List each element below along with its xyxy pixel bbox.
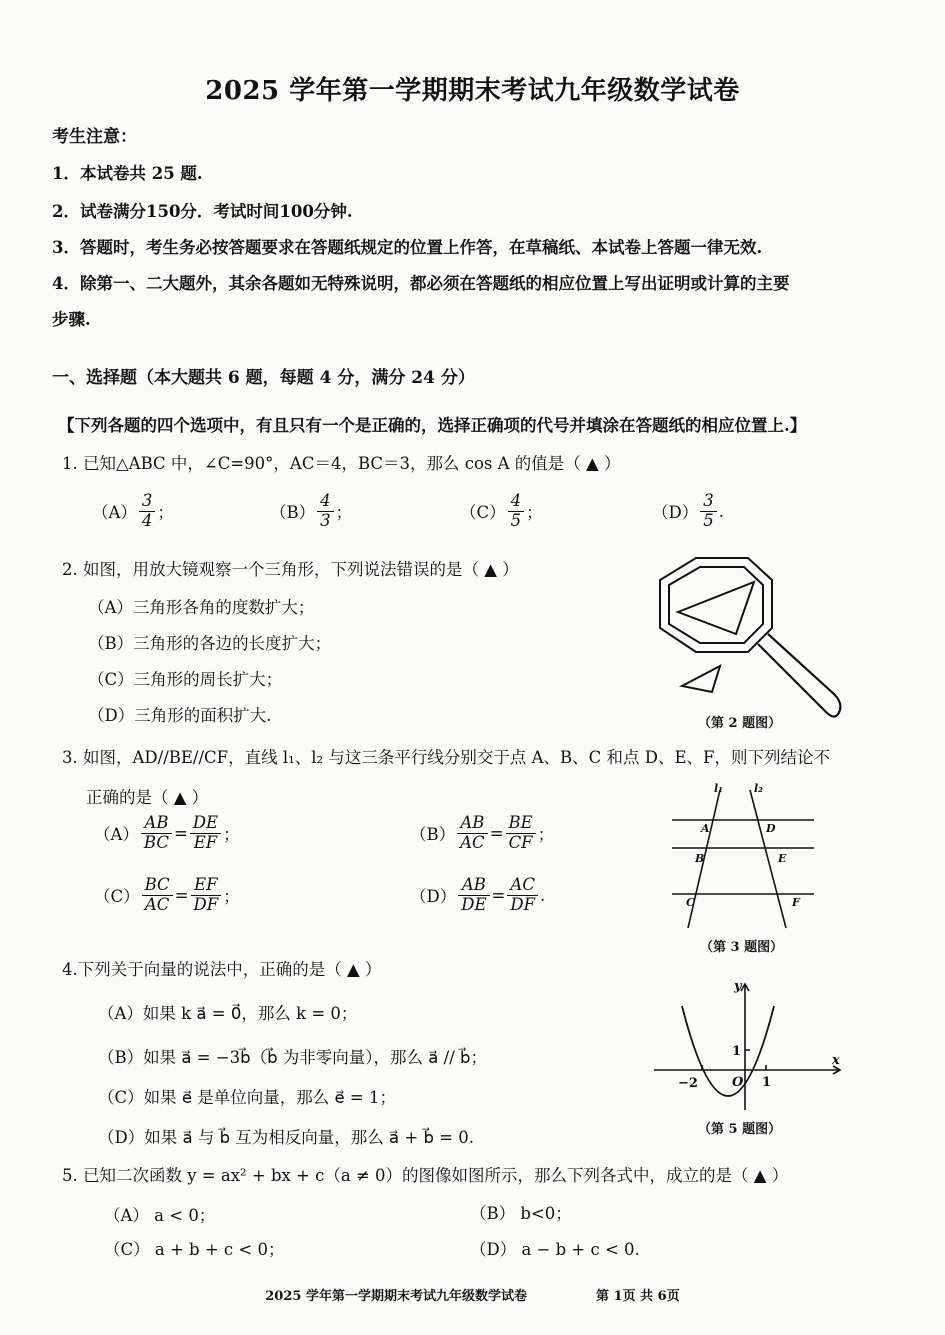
notice-item: 步骤. bbox=[52, 310, 91, 329]
option-label: （B） bbox=[410, 825, 456, 845]
label-d: D bbox=[766, 822, 776, 835]
q4-option-b: （B）如果 a⃗ = −3b⃗（b⃗ 为非零向量），那么 a⃗ // b⃗； bbox=[98, 1048, 487, 1067]
option-end: ； bbox=[157, 503, 174, 523]
q3-option-a: （A） $\frac{AB}{BC}$ = $\frac{DE}{EF}$ ； bbox=[94, 813, 240, 852]
x-tick-label-1: 1 bbox=[762, 1075, 772, 1090]
q5-option-d: （D） a − b + c < 0. bbox=[470, 1240, 640, 1259]
option-label: （D） bbox=[410, 887, 457, 907]
page-title: 2025 学年第一学期期末考试九年级数学试卷 bbox=[205, 76, 740, 106]
option-label: （C） bbox=[460, 503, 506, 523]
denominator: DE bbox=[461, 894, 487, 914]
option-end: ； bbox=[537, 825, 555, 845]
option-label: （A） bbox=[92, 503, 137, 523]
numerator: BC bbox=[142, 876, 173, 896]
denominator: 3 bbox=[320, 510, 331, 530]
numerator: 3 bbox=[139, 492, 156, 512]
q2-option-a: （A）三角形各角的度数扩大； bbox=[88, 598, 315, 617]
q4-option-a: （A）如果 k a⃗ = 0⃗，那么 k = 0； bbox=[98, 1004, 358, 1023]
y-axis-label: y bbox=[734, 979, 742, 994]
denominator: 5 bbox=[510, 510, 522, 530]
question-3-stem-line2: 正确的是（ ▲ ） bbox=[86, 788, 209, 807]
numerator: BE bbox=[506, 814, 536, 834]
option-end: ； bbox=[335, 503, 353, 523]
denominator: CF bbox=[508, 832, 533, 852]
q5-option-b: （B） b<0； bbox=[470, 1204, 572, 1223]
section-instruction: 【下列各题的四个选项中，有且只有一个是正确的，选择正确项的代号并填涂在答题纸的相应位置上.】 bbox=[58, 416, 807, 435]
label-c: C bbox=[686, 896, 695, 909]
question-1-stem: 1. 已知△ABC 中，∠C=90°，AC＝4，BC＝3，那么 cos A 的值是（ ▲ ） bbox=[62, 454, 621, 473]
magnifier-handle bbox=[758, 634, 840, 717]
notice-item: 3．答题时，考生务必按答题要求在答题纸规定的位置上作答，在草稿纸、本试卷上答题一律无效. bbox=[52, 238, 763, 257]
notice-item: 4．除第一、二大题外，其余各题如无特殊说明，都必须在答题纸的相应位置上写出证明或计算的主要 bbox=[52, 274, 790, 293]
label-l1: l₁ bbox=[714, 782, 723, 795]
question-4-stem: 4.下列关于向量的说法中，正确的是（ ▲ ） bbox=[62, 960, 382, 979]
notice-item: 2．试卷满分150分．考试时间100分钟. bbox=[52, 202, 353, 221]
option-end: ； bbox=[223, 825, 240, 845]
figure-3-caption: （第 3 题图） bbox=[700, 940, 784, 955]
q5-option-a: （A） a < 0； bbox=[104, 1206, 216, 1225]
question-2-stem: 2. 如图，用放大镜观察一个三角形，下列说法错误的是（ ▲ ） bbox=[62, 560, 519, 579]
section-heading: 一、选择题（本大题共 6 题，每题 4 分，满分 24 分） bbox=[52, 368, 475, 388]
x-axis-label: x bbox=[832, 1053, 840, 1068]
numerator: 4 bbox=[508, 492, 525, 512]
magnifier-lens-inner bbox=[669, 567, 763, 643]
label-f: F bbox=[792, 896, 800, 909]
parabola-figure bbox=[650, 978, 850, 1114]
option-end: ； bbox=[223, 887, 240, 907]
q4-option-c: （C）如果 e⃗ 是单位向量，那么 e⃗ = 1； bbox=[98, 1088, 396, 1107]
q1-option-b bbox=[270, 492, 352, 531]
numerator: AC bbox=[507, 876, 538, 896]
magnified-triangle bbox=[678, 582, 754, 634]
figure-5-caption: （第 5 题图） bbox=[698, 1122, 782, 1137]
magnifier-figure bbox=[650, 552, 850, 722]
q5-option-c: （C） a + b + c < 0； bbox=[104, 1240, 285, 1259]
figure-2-caption: （第 2 题图） bbox=[698, 716, 782, 731]
option-end: . bbox=[718, 501, 724, 521]
option-label: （B） bbox=[270, 503, 316, 523]
q3-option-d: （D） $\frac{AB}{DE}$ = $\frac{AC}{DF}$ . bbox=[410, 875, 546, 914]
page-footer bbox=[0, 1285, 945, 1304]
denominator: DF bbox=[193, 894, 219, 914]
option-end: ； bbox=[526, 503, 543, 523]
magnifier-lens-outer bbox=[660, 558, 772, 652]
label-l2: l₂ bbox=[754, 782, 763, 795]
q4-option-d: （D）如果 a⃗ 与 b⃗ 互为相反向量，那么 a⃗ + b⃗ = 0. bbox=[98, 1128, 474, 1147]
q3-option-b: （B） $\frac{AB}{AC}$ = $\frac{BE}{CF}$ ； bbox=[410, 813, 555, 852]
q2-option-c: （C）三角形的周长扩大； bbox=[88, 670, 283, 689]
origin-label: O bbox=[732, 1075, 744, 1090]
label-e: E bbox=[778, 852, 787, 865]
label-a: A bbox=[701, 822, 710, 835]
option-label: （D） bbox=[652, 503, 699, 523]
numerator: EF bbox=[191, 876, 222, 896]
q2-option-b: （B）三角形的各边的长度扩大； bbox=[88, 634, 332, 653]
denominator: 5 bbox=[703, 510, 714, 530]
label-b: B bbox=[695, 852, 705, 865]
numerator: AB bbox=[141, 814, 172, 834]
numerator: AB bbox=[457, 814, 488, 834]
denominator: AC bbox=[144, 894, 170, 914]
parallel-lines-figure bbox=[668, 780, 818, 930]
footer-title: 2025 学年第一学期期末考试九年级数学试卷 bbox=[265, 1289, 527, 1304]
q2-option-d: （D）三角形的面积扩大. bbox=[88, 706, 272, 725]
q3-option-c: （C） $\frac{BC}{AC}$ = $\frac{EF}{DF}$ ； bbox=[94, 875, 240, 914]
denominator: EF bbox=[193, 832, 218, 852]
numerator: 4 bbox=[317, 492, 334, 512]
numerator: DE bbox=[190, 814, 221, 834]
option-label: （A） bbox=[94, 825, 139, 845]
x-tick-label-neg2: −2 bbox=[678, 1076, 698, 1091]
notice-heading: 考生注意： bbox=[52, 127, 137, 147]
footer-page-number: 第 1页 共 6页 bbox=[596, 1289, 680, 1304]
q1-option-a bbox=[92, 492, 174, 531]
option-label: （C） bbox=[94, 887, 140, 907]
notice-item: 1．本试卷共 25 题. bbox=[52, 164, 203, 183]
denominator: 4 bbox=[141, 510, 153, 530]
denominator: BC bbox=[143, 832, 169, 852]
numerator: 3 bbox=[700, 492, 717, 512]
numerator: AB bbox=[458, 876, 489, 896]
question-5-stem: 5. 已知二次函数 y = ax² + bx + c（a ≠ 0）的图像如图所示，那么下列各式中，成立的是（ ▲ ） bbox=[62, 1166, 789, 1185]
denominator: AC bbox=[460, 832, 485, 852]
y-tick-label: 1 bbox=[732, 1044, 742, 1059]
small-triangle bbox=[682, 666, 720, 692]
question-3-stem-line1: 3. 如图，AD//BE//CF，直线 l₁、l₂ 与这三条平行线分别交于点 A、B、C 和点 D、E、F，则下列结论不 bbox=[62, 748, 831, 767]
option-end: . bbox=[540, 885, 546, 905]
q1-option-c bbox=[460, 492, 543, 531]
denominator: DF bbox=[510, 894, 536, 914]
q1-option-d bbox=[652, 492, 724, 531]
